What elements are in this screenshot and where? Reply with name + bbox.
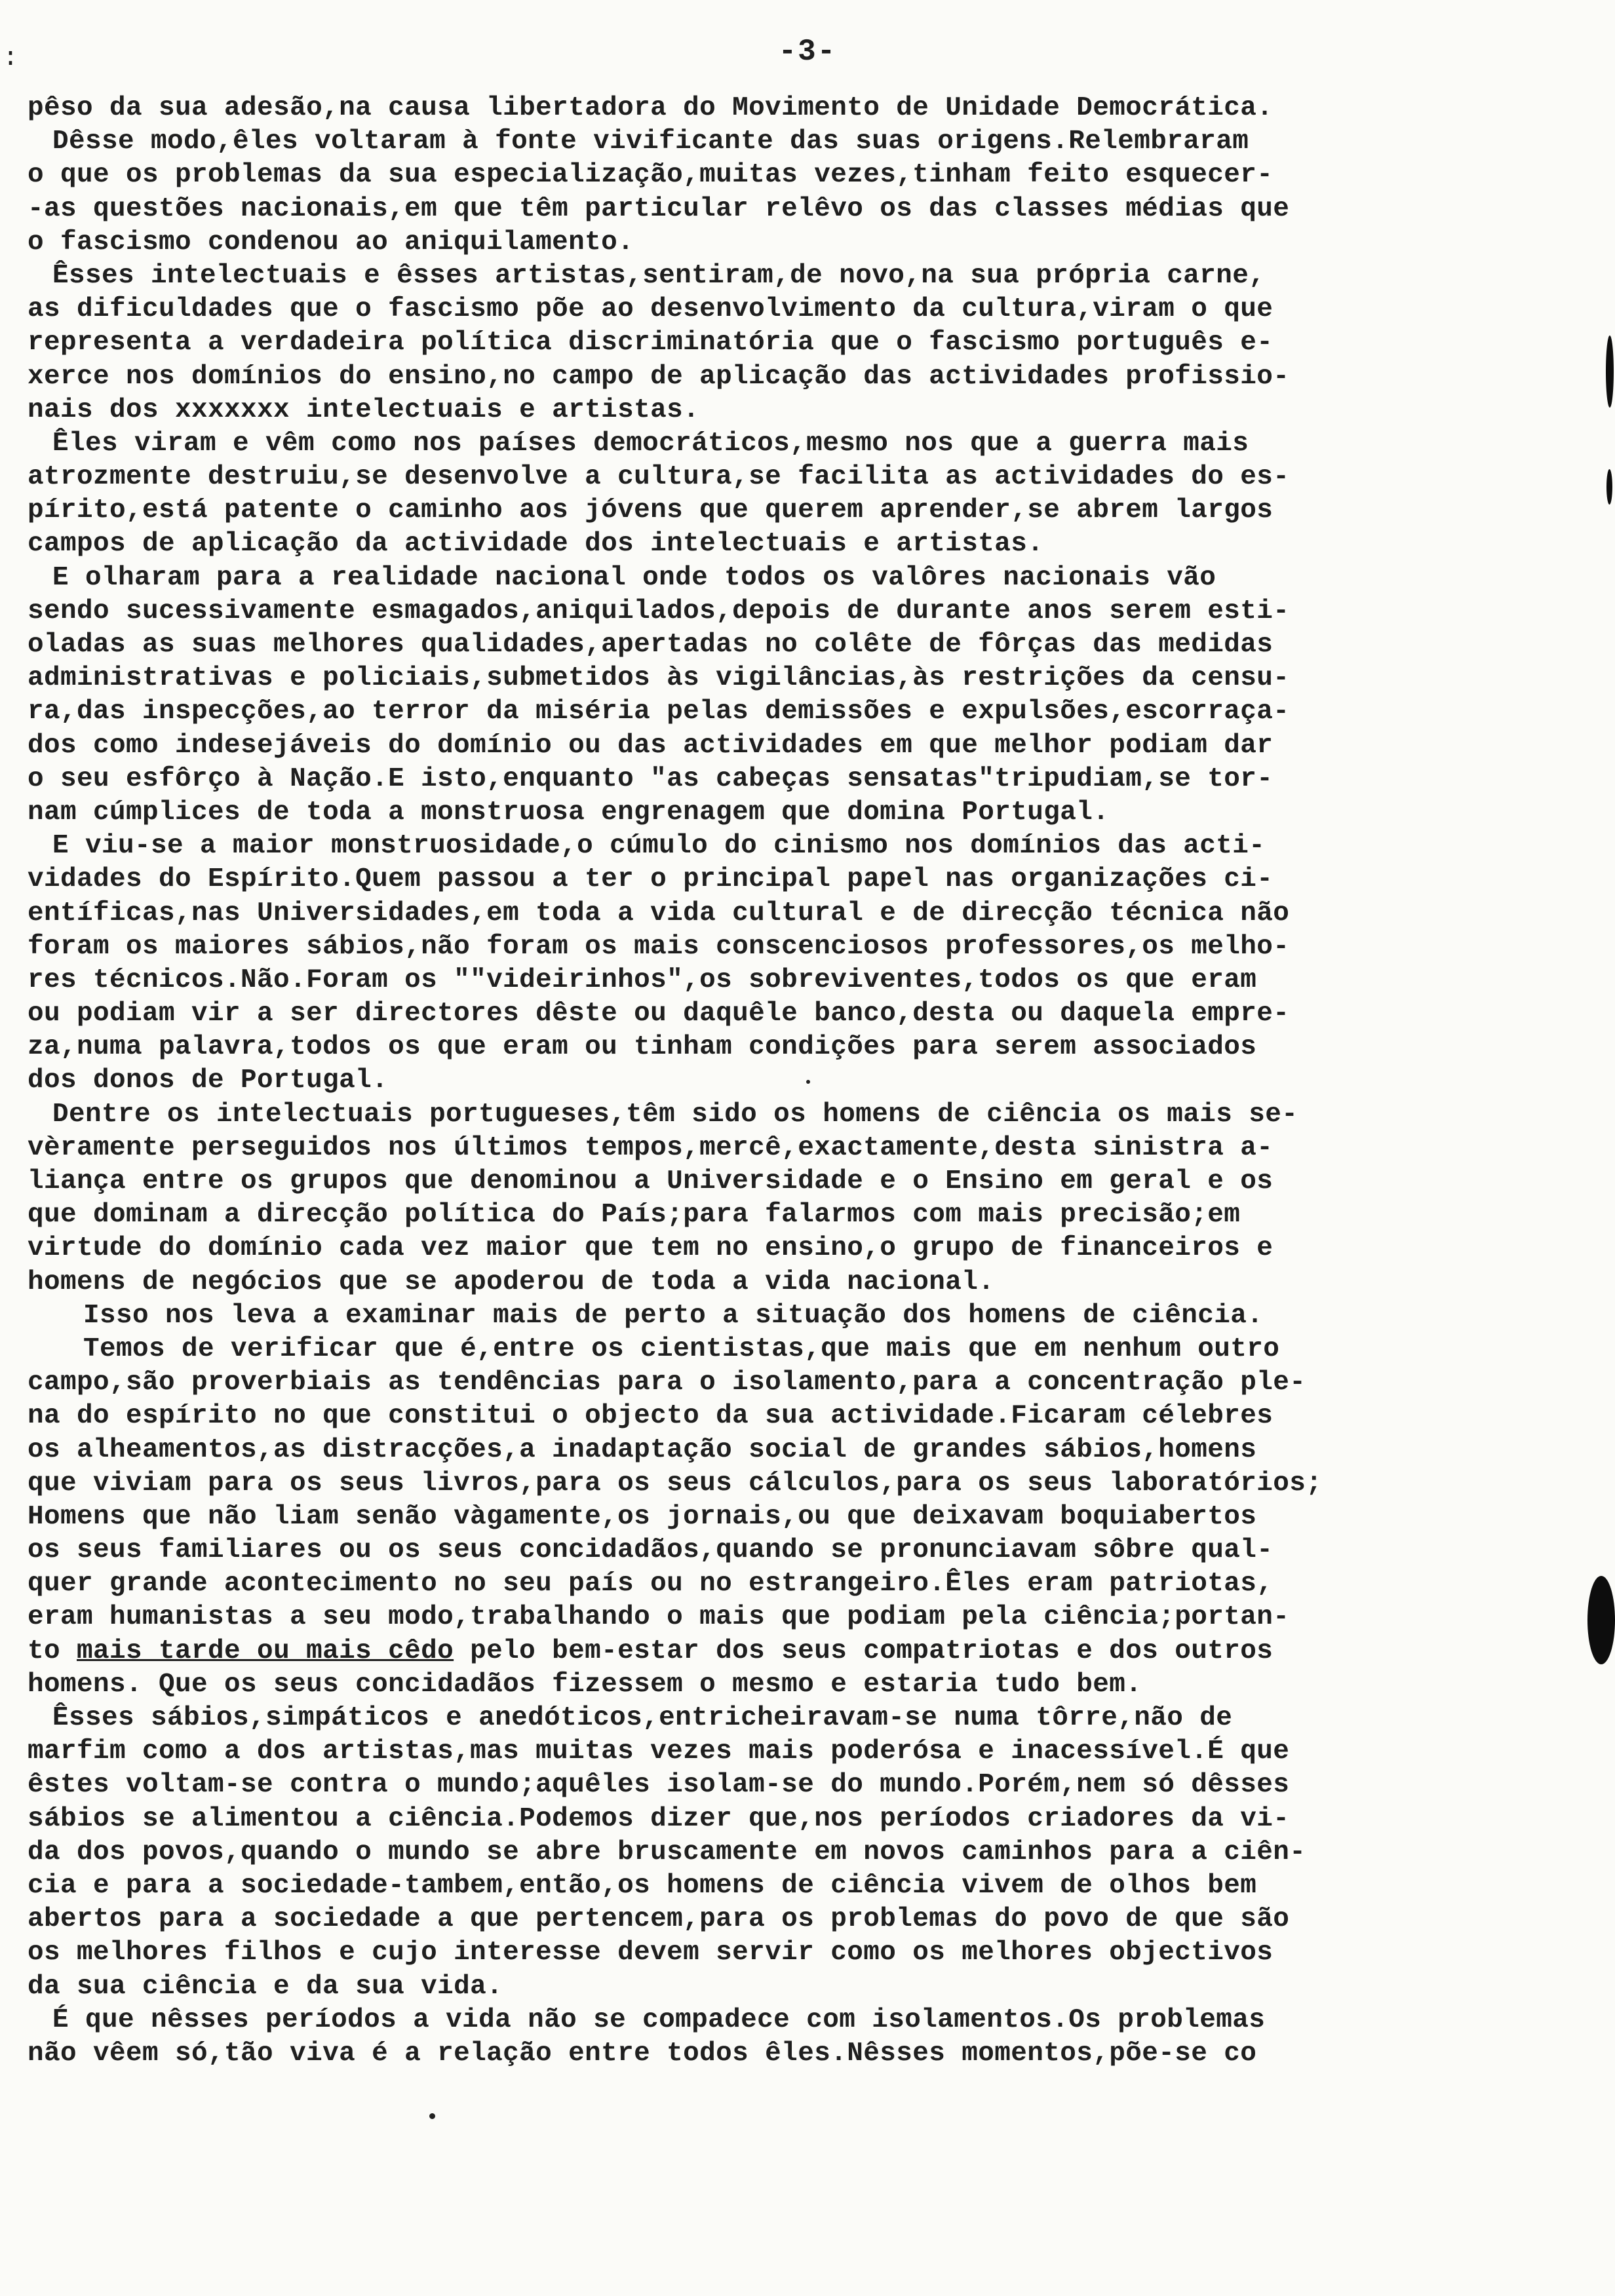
text-line: campos de aplicação da actividade dos intelectuais e artistas. bbox=[28, 529, 1044, 560]
margin-mark: : bbox=[3, 44, 19, 73]
text-line: nais dos xxxxxxx intelectuais e artistas. bbox=[28, 394, 700, 425]
text-line: o que os problemas da sua especialização,muitas vezes,tinham feito esquecer- bbox=[28, 160, 1274, 191]
text-line: xerce nos domínios do ensino,no campo de aplicação das actividades profissio- bbox=[28, 361, 1290, 392]
text-line: liança entre os grupos que denominou a Universidade e o Ensino em geral e os bbox=[28, 1166, 1274, 1196]
text-line: na do espírito no que constitui o objecto da sua actividade.Ficaram célebres bbox=[28, 1401, 1274, 1432]
text-line: vèramente perseguidos nos últimos tempos,mercê,exactamente,desta sinistra a- bbox=[28, 1132, 1274, 1163]
underlined-phrase: mais tarde ou mais cêdo bbox=[77, 1636, 454, 1666]
text-line: Dêsse modo,êles voltaram à fonte vivificante das suas origens.Relembraram bbox=[52, 126, 1249, 157]
text-line: pêso da sua adesão,na causa libertadora do Movimento de Unidade Democrática. bbox=[28, 93, 1274, 123]
text-line: que viviam para os seus livros,para os seus cálculos,para os seus laboratórios; bbox=[28, 1468, 1323, 1499]
text-line: nam cúmplices de toda a monstruosa engrenagem que domina Portugal. bbox=[28, 797, 1110, 828]
text-line: abertos para a sociedade a que pertencem,para os problemas do povo de que são bbox=[28, 1904, 1290, 1935]
text-line: Êsses intelectuais e êsses artistas,sentiram,de novo,na sua própria carne, bbox=[52, 260, 1266, 291]
text-line: dos donos de Portugal. bbox=[28, 1065, 389, 1096]
ink-speck bbox=[429, 2113, 435, 2119]
text-line: eram humanistas a seu modo,trabalhando o mais que podiam pela ciência;portan- bbox=[28, 1602, 1290, 1633]
text-line: quer grande acontecimento no seu país ou no estrangeiro.Êles eram patriotas, bbox=[28, 1569, 1274, 1599]
text-line: to mais tarde ou mais cêdo pelo bem-estar dos seus compatriotas e dos outros bbox=[28, 1636, 1274, 1666]
text-line: os seus familiares ou os seus concidadãos,quando se pronunciavam sôbre qual- bbox=[28, 1535, 1274, 1566]
text-line: pírito,está patente o caminho aos jóvens que querem aprender,se abrem largos bbox=[28, 495, 1274, 526]
text-line: não vêem só,tão viva é a relação entre todos êles.Nêsses momentos,põe-se co bbox=[28, 2038, 1257, 2069]
text-line: homens de negócios que se apoderou de toda a vida nacional. bbox=[28, 1267, 995, 1297]
text-line: E olharam para a realidade nacional onde todos os valôres nacionais vão bbox=[52, 562, 1216, 593]
text-line: res técnicos.Não.Foram os ""videirinhos",os sobreviventes,todos os que eram bbox=[28, 965, 1257, 995]
text-line: oladas as suas melhores qualidades,apertadas no colête de fôrças das medidas bbox=[28, 630, 1274, 660]
text-line: as dificuldades que o fascismo põe ao desenvolvimento da cultura,viram o que bbox=[28, 294, 1274, 325]
text-line: marfim como a dos artistas,mas muitas vezes mais poderósa e inacessível.É que bbox=[28, 1736, 1290, 1767]
text-line: cia e para a sociedade-tambem,então,os homens de ciência vivem de olhos bem bbox=[28, 1870, 1257, 1901]
text-line: É que nêsses períodos a vida não se compadece com isolamentos.Os problemas bbox=[52, 2004, 1266, 2035]
text-line: campo,são proverbiais as tendências para o isolamento,para a concentração ple- bbox=[28, 1368, 1306, 1398]
text-line: entíficas,nas Universidades,em toda a vida cultural e de direcção técnica não bbox=[28, 898, 1290, 928]
ink-smudge bbox=[1606, 335, 1614, 408]
text-line: -as questões nacionais,em que têm particular relêvo os das classes médias que bbox=[28, 193, 1290, 224]
text-line: ou podiam vir a ser directores dêste ou daquêle banco,desta ou daquela empre- bbox=[28, 999, 1290, 1029]
text-line: que dominam a direcção política do País;para falarmos com mais precisão;em bbox=[28, 1200, 1241, 1231]
text-line: Isso nos leva a examinar mais de perto a situação dos homens de ciência. bbox=[83, 1300, 1264, 1331]
text-line: Dentre os intelectuais portugueses,têm sido os homens de ciência os mais se- bbox=[52, 1099, 1298, 1130]
text-line: Temos de verificar que é,entre os cientistas,que mais que em nenhum outro bbox=[83, 1333, 1280, 1364]
text-line: vidades do Espírito.Quem passou a ter o principal papel nas organizações ci- bbox=[28, 864, 1274, 895]
text-line: sábios se alimentou a ciência.Podemos dizer que,nos períodos criadores da vi- bbox=[28, 1803, 1290, 1834]
text-line: da sua ciência e da sua vida. bbox=[28, 1971, 503, 2002]
text-line: o fascismo condenou ao aniquilamento. bbox=[28, 227, 634, 258]
text-line: representa a verdadeira política discriminatória que o fascismo português e- bbox=[28, 328, 1274, 358]
text-line: sendo sucessivamente esmagados,aniquilados,depois de durante anos serem esti- bbox=[28, 596, 1290, 626]
text-line: o seu esfôrço à Nação.E isto,enquanto "as cabeças sensatas"tripudiam,se tor- bbox=[28, 763, 1274, 794]
body-text bbox=[28, 92, 1594, 2071]
text-line: administrativas e policiais,submetidos às vigilâncias,às restrições da censu- bbox=[28, 663, 1290, 694]
text-line: dos como indesejáveis do domínio ou das actividades em que melhor podiam dar bbox=[28, 730, 1274, 761]
text-line: Homens que não liam senão vàgamente,os jornais,ou que deixavam boquiabertos bbox=[28, 1501, 1257, 1532]
text-line: virtude do domínio cada vez maior que tem no ensino,o grupo de financeiros e bbox=[28, 1233, 1274, 1264]
text-line: Êles viram e vêm como nos países democráticos,mesmo nos que a guerra mais bbox=[52, 428, 1249, 459]
text-line: êstes voltam-se contra o mundo;aquêles isolam-se do mundo.Porém,nem só dêsses bbox=[28, 1770, 1290, 1801]
text-line: atrozmente destruiu,se desenvolve a cultura,se facilita as actividades do es- bbox=[28, 462, 1290, 493]
text-line: os melhores filhos e cujo interesse devem servir como os melhores objectivos bbox=[28, 1938, 1274, 1968]
text-line: E viu-se a maior monstruosidade,o cúmulo do cinismo nos domínios das acti- bbox=[52, 831, 1266, 862]
ink-speck bbox=[806, 1080, 810, 1084]
text-line: foram os maiores sábios,não foram os mais conscenciosos professores,os melho- bbox=[28, 931, 1290, 962]
text-line: za,numa palavra,todos os que eram ou tinham condições para serem associados bbox=[28, 1032, 1257, 1063]
ink-smudge bbox=[1587, 1576, 1615, 1664]
text-line: Êsses sábios,simpáticos e anedóticos,entricheiravam-se numa tôrre,não de bbox=[52, 1703, 1233, 1733]
page-number: -3- bbox=[778, 35, 837, 69]
text-line: homens. Que os seus concidadãos fizessem o mesmo e estaria tudo bem. bbox=[28, 1669, 1142, 1700]
ink-smudge bbox=[1606, 469, 1612, 505]
text-line: os alheamentos,as distracções,a inadaptação social de grandes sábios,homens bbox=[28, 1434, 1257, 1465]
text-line: da dos povos,quando o mundo se abre bruscamente em novos caminhos para a ciên- bbox=[28, 1837, 1306, 1867]
text-line: ra,das inspecções,ao terror da miséria pelas demissões e expulsões,escorraça- bbox=[28, 697, 1290, 727]
